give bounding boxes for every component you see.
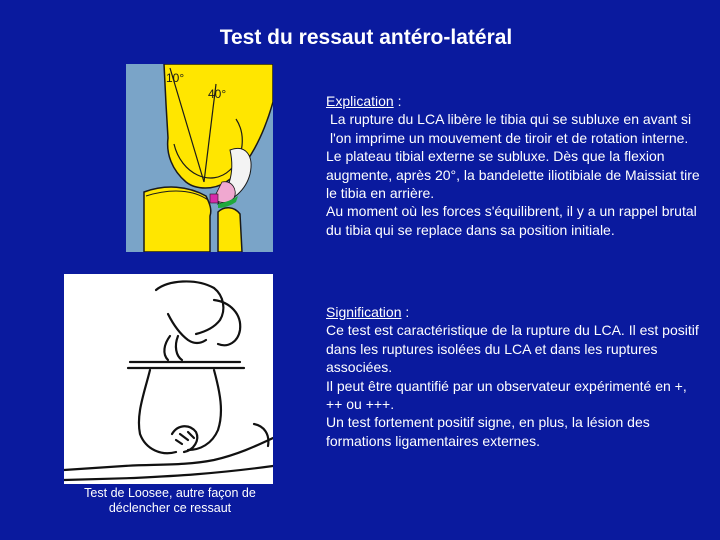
tibia-shape bbox=[144, 187, 211, 252]
figure-caption: Test de Loosee, autre façon de déclencher ce ressaut bbox=[84, 486, 256, 515]
signification-section bbox=[326, 303, 706, 450]
knee-diagram bbox=[126, 64, 273, 252]
explication-section bbox=[326, 92, 706, 239]
explication-paragraph-2: Le plateau tibial externe se subluxe. Dès que la flexion augmente, après 20°, la bandelette iliotibiale de Maissiat tire le tibia en arrière. bbox=[326, 148, 700, 202]
arm-left bbox=[139, 370, 176, 453]
signification-heading bbox=[326, 303, 706, 321]
clinical-test-svg bbox=[64, 274, 273, 484]
knee-outline bbox=[168, 314, 206, 343]
signification-paragraph-3: Un test fortement positif signe, en plus, la lésion des formations ligamentaires externes. bbox=[326, 414, 650, 449]
angle-label-10: 10° bbox=[166, 71, 185, 85]
explication-paragraph-3: Au moment où les forces s'équilibrent, il y a un rappel brutal du tibia qui se replace dans sa position initiale. bbox=[326, 203, 697, 238]
fingers bbox=[176, 432, 194, 444]
signification-paragraph-1: Ce test est caractéristique de la rupture du LCA. Il est positif dans les ruptures isolées du LCA et dans les ruptures associées. bbox=[326, 322, 699, 376]
explication-paragraph-1: La rupture du LCA libère le tibia qui se subluxe en avant si l'on imprime un mouvement de tiroir et de rotation interne. bbox=[330, 111, 692, 146]
hand-upper bbox=[164, 336, 182, 360]
signification-heading-label: Signification bbox=[326, 304, 402, 320]
magenta-marker bbox=[210, 194, 218, 203]
leg-outline bbox=[156, 281, 223, 334]
signification-heading-suffix: : bbox=[401, 304, 410, 320]
knee-diagram-svg bbox=[126, 64, 273, 252]
slide-title: Test du ressaut antéro-latéral bbox=[219, 26, 513, 49]
signification-paragraph-2: Il peut être quantifié par un observateur expérimenté en +, ++ ou +++. bbox=[326, 377, 687, 413]
fibula-shape bbox=[218, 208, 242, 252]
explication-heading-suffix: : bbox=[393, 93, 402, 109]
explication-heading bbox=[326, 92, 706, 110]
explication-heading-label: Explication bbox=[326, 93, 394, 109]
angle-label-40: 40° bbox=[208, 87, 227, 101]
clinical-test-drawing bbox=[64, 274, 273, 484]
